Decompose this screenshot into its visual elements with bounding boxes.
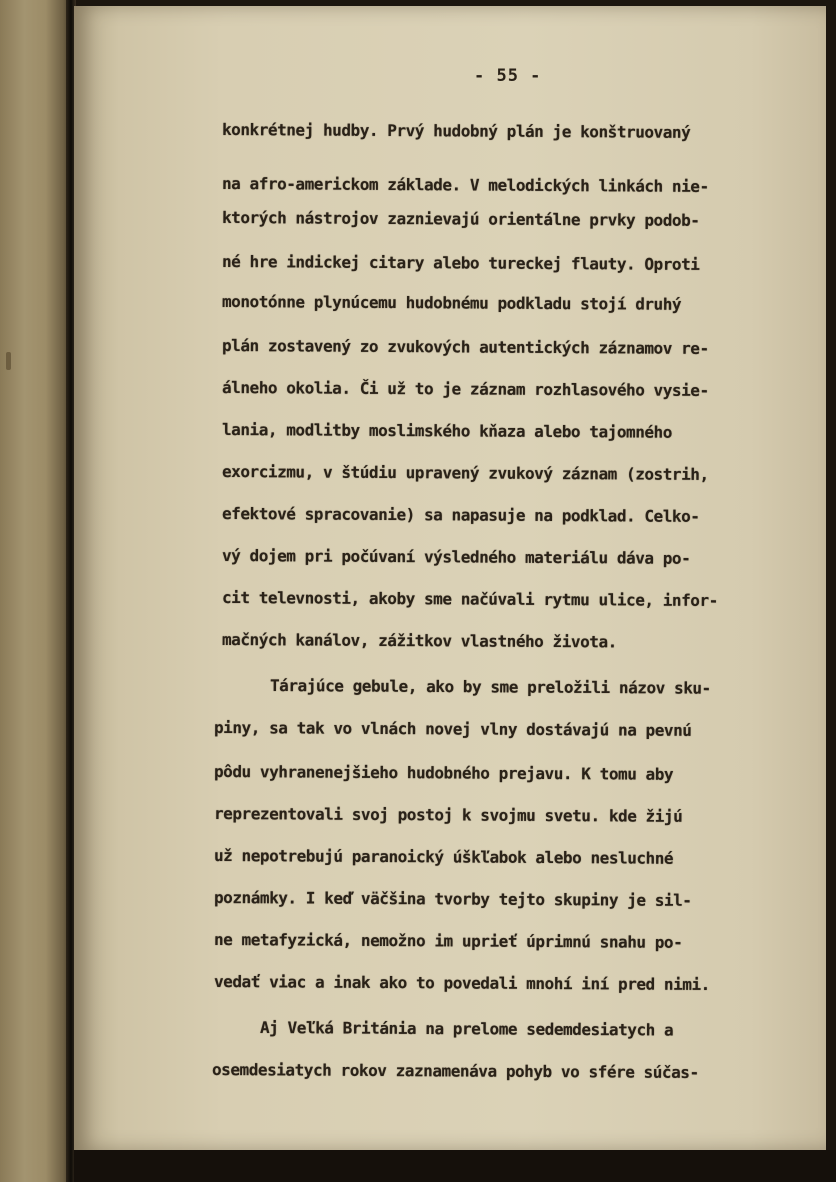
text-line: konkrétnej hudby. Prvý hudobný plán je konštruovaný	[221, 120, 691, 142]
right-page	[74, 6, 826, 1150]
paper-mark	[6, 352, 11, 370]
text-line: vedať viac a inak ako to povedali mnohí iní pred nimi.	[213, 972, 710, 995]
page-number: - 55 -	[474, 66, 542, 86]
text-line: mačných kanálov, zážitkov vlastného života.	[221, 630, 617, 652]
text-line: osemdesiatych rokov zaznamenáva pohyb vo sfére súčas-	[211, 1060, 699, 1082]
text-line: ktorých nástrojov zaznievajú orientálne prvky podob-	[221, 208, 700, 230]
text-line: cit televnosti, akoby sme načúvali rytmu ulice, infor-	[221, 588, 718, 611]
text-line: monotónne plynúcemu hudobnému podkladu stojí druhý	[221, 292, 682, 314]
page-text	[74, 6, 826, 1150]
text-line: reprezentovali svoj postoj k svojmu svetu. kde žijú	[213, 804, 683, 826]
text-line: už nepotrebujú paranoický úškľabok alebo nesluchné	[213, 846, 674, 868]
text-line: plán zostavený zo zvukových autentických záznamov re-	[221, 336, 709, 358]
text-line: álneho okolia. Či už to je záznam rozhlasového vysie-	[221, 378, 709, 400]
text-line: Tárajúce gebule, ako by sme preložili názov sku-	[269, 676, 711, 698]
text-line: ne metafyzická, nemožno im uprieť úprimnú snahu po-	[213, 930, 683, 952]
text-line: lania, modlitby moslimského kňaza alebo tajomného	[221, 420, 673, 442]
text-line: piny, sa tak vo vlnách novej vlny dostávajú na pevnú	[213, 718, 692, 740]
text-line: exorcizmu, v štúdiu upravený zvukový záznam (zostrih,	[221, 462, 709, 484]
text-line: Aj Veľká Británia na prelome sedemdesiatych a	[259, 1018, 674, 1040]
left-page-edge	[0, 0, 70, 1182]
scan-bottom-edge	[74, 1150, 836, 1182]
text-line: pôdu vyhranenejšieho hudobného prejavu. K tomu aby	[213, 762, 674, 784]
text-line: na afro-americkom základe. V melodických linkách nie-	[221, 174, 709, 196]
text-line: poznámky. I keď väčšina tvorby tejto skupiny je sil-	[213, 888, 692, 910]
text-line: vý dojem pri počúvaní výsledného materiálu dáva po-	[221, 546, 691, 568]
text-line: né hre indickej citary alebo tureckej flauty. Oproti	[221, 252, 700, 274]
text-line: efektové spracovanie) sa napasuje na podklad. Celko-	[221, 504, 700, 526]
